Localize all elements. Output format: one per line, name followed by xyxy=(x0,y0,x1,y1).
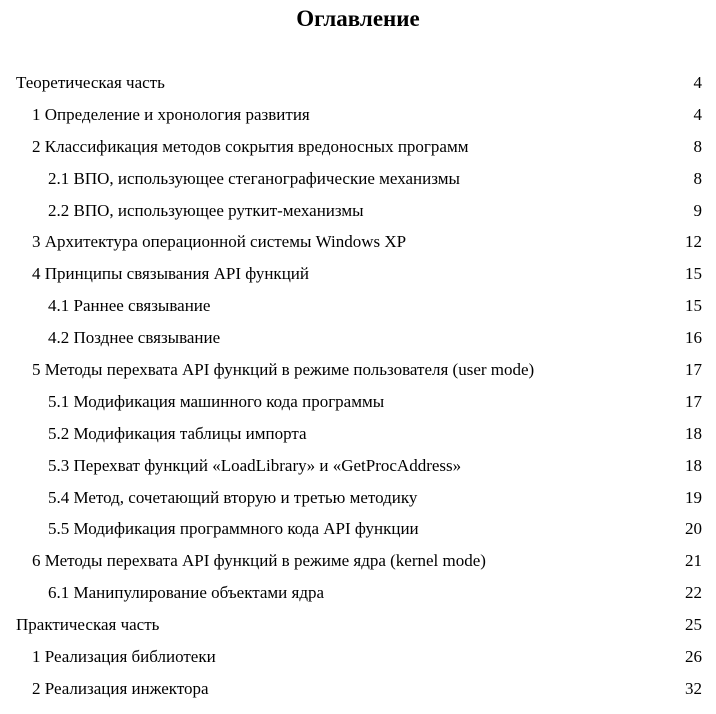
toc-entry-label: 4.1 Раннее связывание xyxy=(48,296,211,316)
toc-entry-label: 6.1 Манипулирование объектами ядра xyxy=(48,583,325,603)
toc-entry-page: 19 xyxy=(685,487,702,507)
toc-entry xyxy=(0,131,716,163)
toc-entry-label: 5.3 Перехват функций «LoadLibrary» и «GetProcAddress» xyxy=(48,455,462,475)
toc-entry xyxy=(0,354,716,386)
toc-entry xyxy=(0,67,716,99)
toc-entry xyxy=(0,418,716,450)
toc-entry-label: 2 Реализация инжектора xyxy=(32,678,209,698)
toc-entry-page: 17 xyxy=(685,391,702,411)
toc-entry-label: 5.1 Модификация машинного кода программы xyxy=(48,391,385,411)
toc-entry-page: 12 xyxy=(685,232,702,252)
toc-entry xyxy=(0,163,716,195)
toc-entry xyxy=(0,545,716,577)
toc-entry-label: 2.2 ВПО, использующее руткит-механизмы xyxy=(48,200,364,220)
toc-entry-page: 15 xyxy=(685,296,702,316)
toc-entry-label: Теоретическая часть xyxy=(16,73,165,92)
toc-entry xyxy=(0,513,716,545)
toc-entry xyxy=(0,450,716,482)
toc-entry xyxy=(0,99,716,131)
table-of-contents xyxy=(0,67,716,705)
toc-entry-page: 26 xyxy=(685,647,702,667)
toc-entry xyxy=(0,577,716,609)
toc-entry-label: 4 Принципы связывания API функций xyxy=(32,264,309,284)
toc-entry-page: 18 xyxy=(685,455,702,475)
toc-entry xyxy=(0,482,716,514)
toc-entry-page: 16 xyxy=(685,328,702,348)
toc-entry-page: 32 xyxy=(685,678,702,698)
toc-entry-page: 25 xyxy=(685,615,702,635)
toc-entry xyxy=(0,195,716,227)
toc-entry-label: 4.2 Позднее связывание xyxy=(48,328,221,348)
toc-entry-page: 8 xyxy=(693,136,702,156)
toc-entry-label: 3 Архитектура операционной системы Windows XP xyxy=(32,232,407,252)
toc-entry-page: 18 xyxy=(685,423,702,443)
toc-entry-label: 6 Методы перехвата API функций в режиме ядра (kernel mode) xyxy=(32,551,486,571)
toc-entry-label: 5.4 Метод, сочетающий вторую и третью методику xyxy=(48,487,418,507)
toc-entry-label: 5.5 Модификация программного кода API функции xyxy=(48,519,419,539)
toc-entry-label: 5.2 Модификация таблицы импорта xyxy=(48,423,307,443)
toc-entry-page: 9 xyxy=(693,200,702,220)
toc-entry-page: 21 xyxy=(685,551,702,571)
toc-entry xyxy=(0,226,716,258)
toc-entry-page: 8 xyxy=(693,168,702,188)
toc-entry-label: 1 Определение и хронология развития xyxy=(32,104,310,124)
toc-entry xyxy=(0,609,716,641)
toc-entry xyxy=(0,641,716,673)
toc-entry xyxy=(0,673,716,705)
toc-entry-label: 2 Классификация методов сокрытия вредоносных программ xyxy=(32,136,469,156)
toc-entry xyxy=(0,386,716,418)
toc-entry xyxy=(0,290,716,322)
toc-entry-page: 4 xyxy=(693,73,702,92)
toc-entry-page: 4 xyxy=(693,104,702,124)
toc-entry-label: Практическая часть xyxy=(16,615,160,635)
toc-entry xyxy=(0,322,716,354)
toc-entry-page: 22 xyxy=(685,583,702,603)
toc-entry xyxy=(0,258,716,290)
toc-entry-page: 20 xyxy=(685,519,702,539)
toc-entry-label: 1 Реализация библиотеки xyxy=(32,647,216,667)
toc-entry-label: 5 Методы перехвата API функций в режиме пользователя (user mode) xyxy=(32,360,535,380)
toc-entry-page: 15 xyxy=(685,264,702,284)
toc-entry-page: 17 xyxy=(685,360,702,380)
toc-entry-label: 2.1 ВПО, использующее стеганографические механизмы xyxy=(48,168,460,188)
page-title: Оглавление xyxy=(296,6,420,31)
